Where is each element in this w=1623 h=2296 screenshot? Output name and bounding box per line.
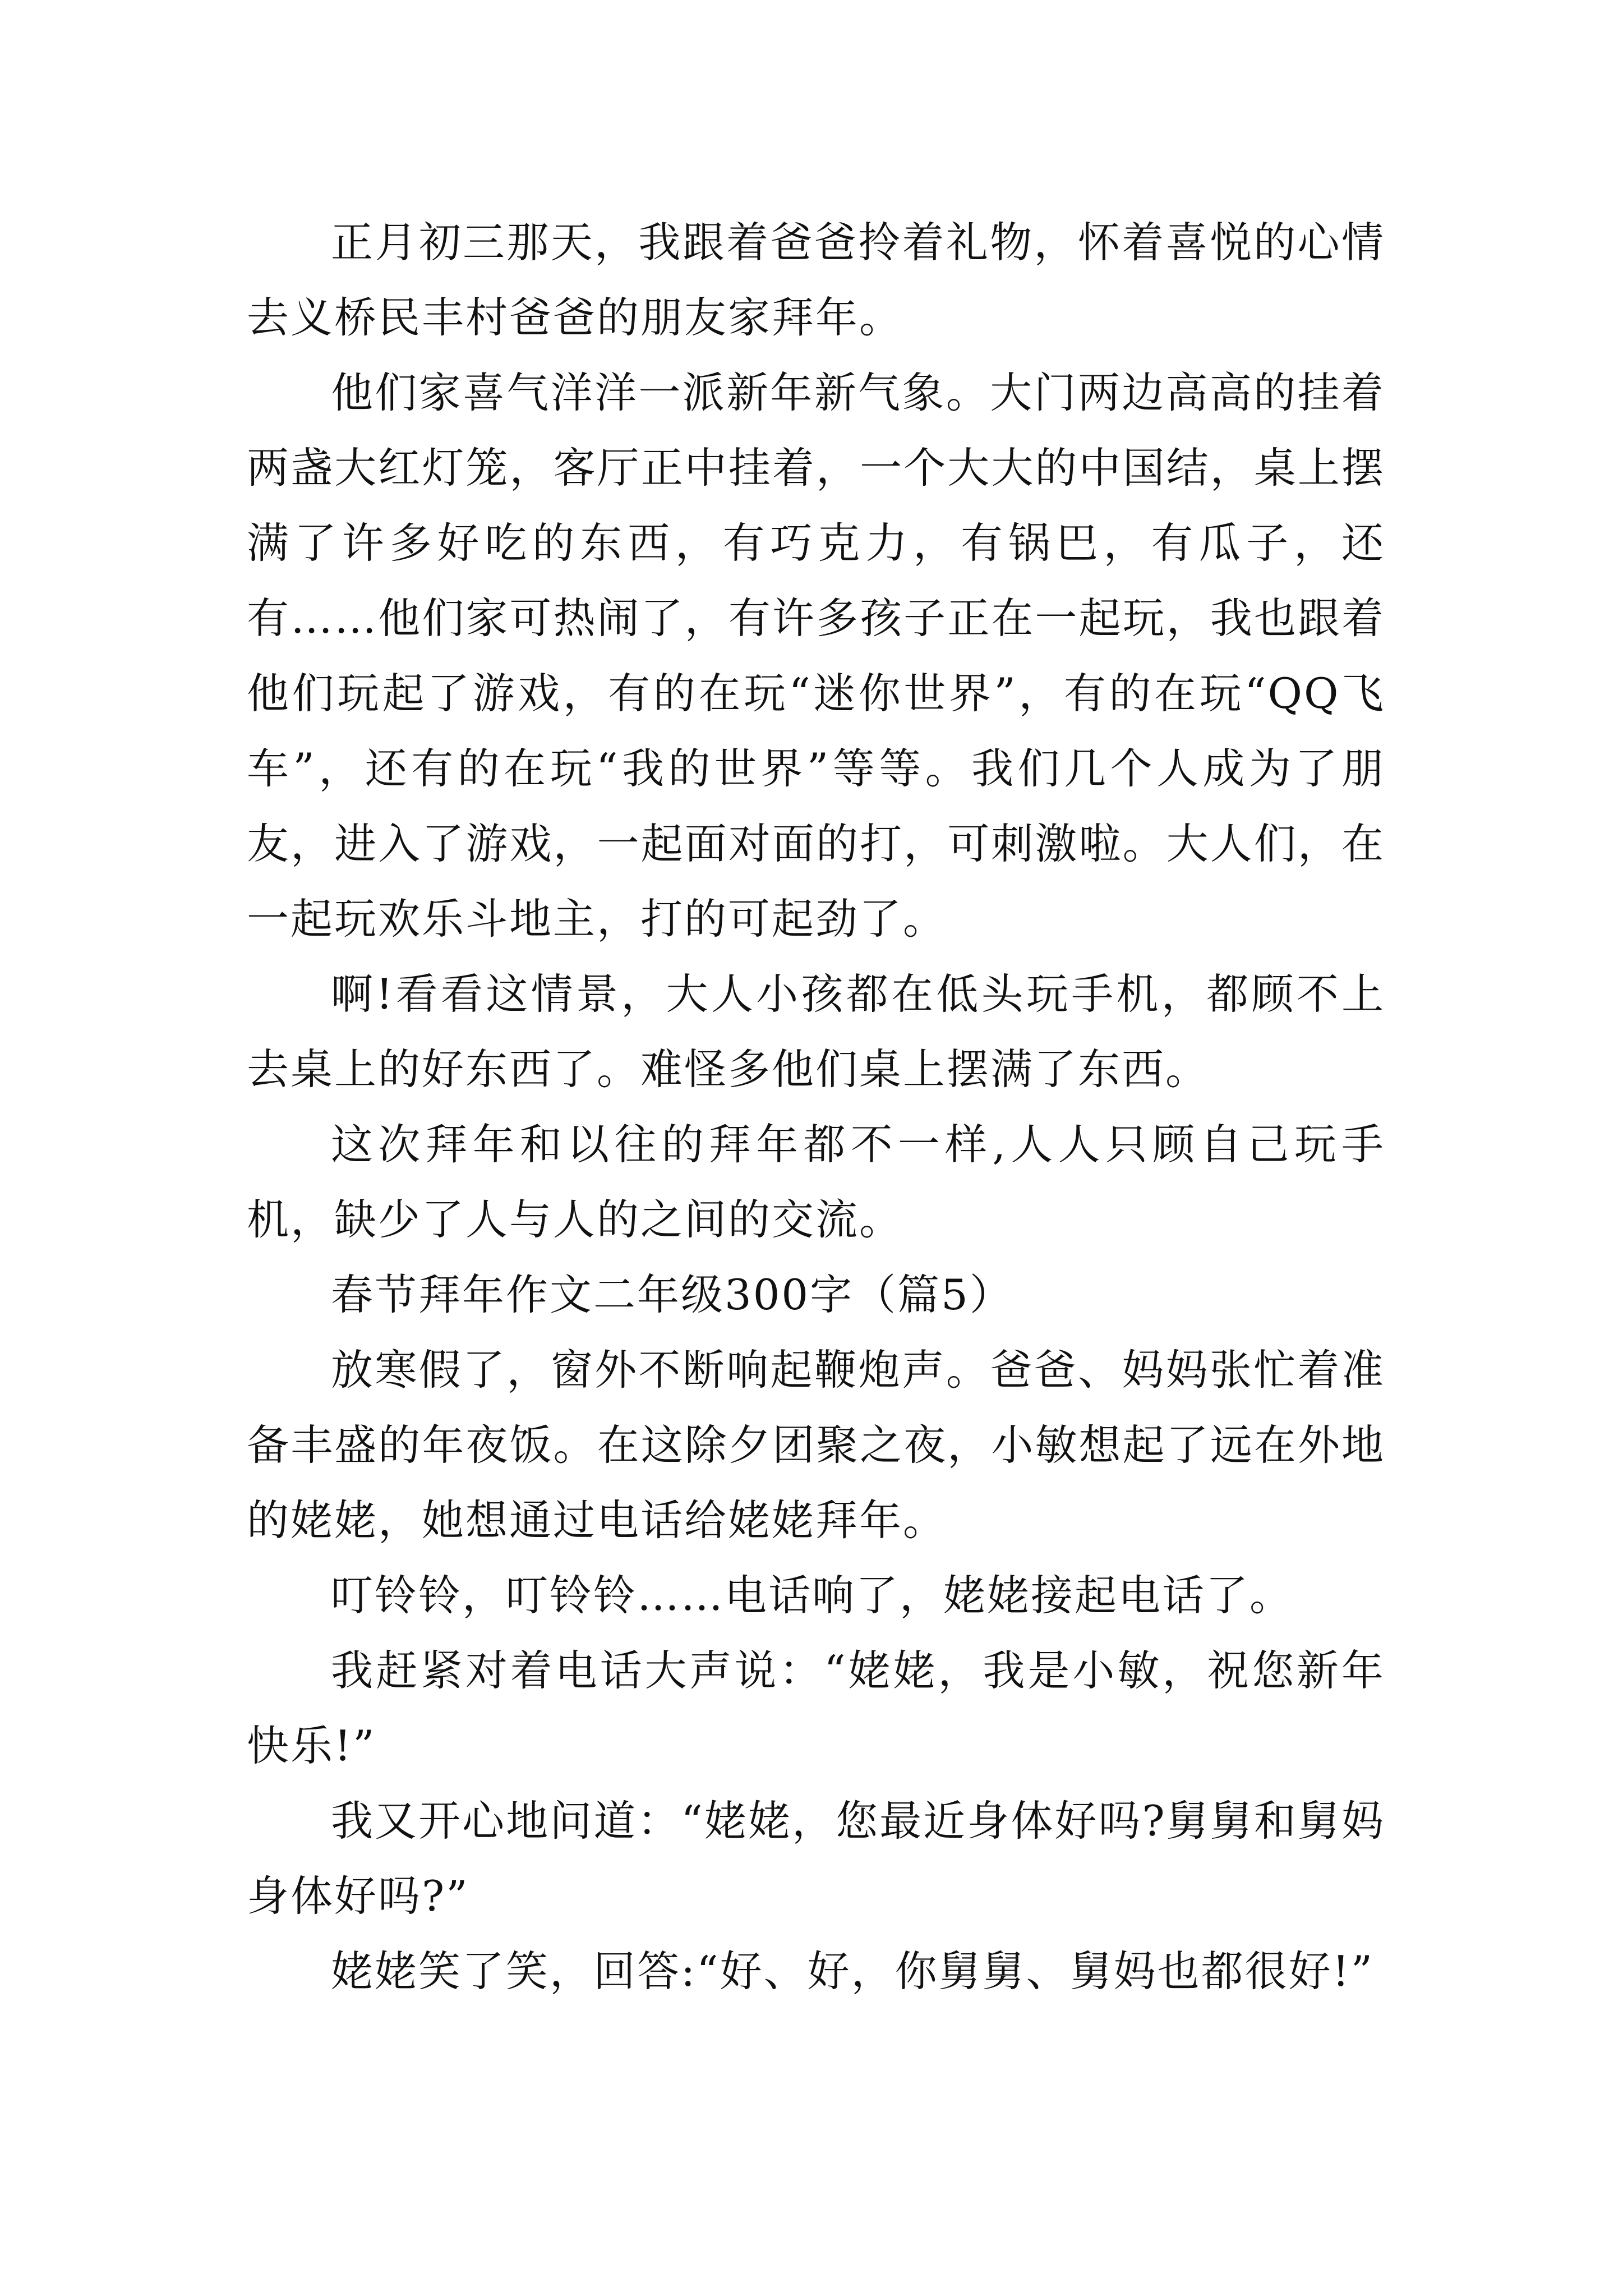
paragraph: 啊!看看这情景，大人小孩都在低头玩手机，都顾不上去桌上的好东西了。难怪多他们桌上摆满了东西。 [247,969,1385,1094]
paragraph: 叮铃铃，叮铃铃……电话响了，姥姥接起电话了。 [331,1571,1294,1620]
paragraph: 正月初三那天，我跟着爸爸拎着礼物，怀着喜悦的心情去义桥民丰村爸爸的朋友家拜年。 [247,218,1385,342]
paragraph: 姥姥笑了笑，回答:“好、好，你舅舅、舅妈也都很好!” [331,1947,1375,1996]
document-body [247,205,1385,2009]
paragraph: 他们家喜气洋洋一派新年新气象。大门两边高高的挂着两盏大红灯笼，客厅正中挂着，一个大大的中国结，桌上摆满了许多好吃的东西，有巧克力，有锅巴，有瓜子，还有……他们家可热闹了，有许多孩子正在一起玩，我也跟着他们玩起了游戏，有的在玩“迷你世界”，有的在玩“QQ飞车”，还有的在玩“我的世界”等等。我们几个人成为了朋友，进入了游戏，一起面对面的打，可刺激啦。大人们，在一起玩欢乐斗地主，打的可起劲了。 [247,368,1385,944]
paragraph: 我赶紧对着电话大声说：“姥姥，我是小敏，祝您新年快乐!” [247,1646,1385,1770]
paragraph: 这次拜年和以往的拜年都不一样,人人只顾自己玩手机，缺少了人与人的之间的交流。 [247,1120,1385,1244]
section-heading: 春节拜年作文二年级300字（篇5） [331,1270,1013,1319]
paragraph: 放寒假了，窗外不断响起鞭炮声。爸爸、妈妈张忙着准备丰盛的年夜饭。在这除夕团聚之夜，小敏想起了远在外地的姥姥，她想通过电话给姥姥拜年。 [247,1345,1385,1545]
paragraph: 我又开心地问道：“姥姥，您最近身体好吗?舅舅和舅妈身体好吗?” [247,1796,1385,1921]
